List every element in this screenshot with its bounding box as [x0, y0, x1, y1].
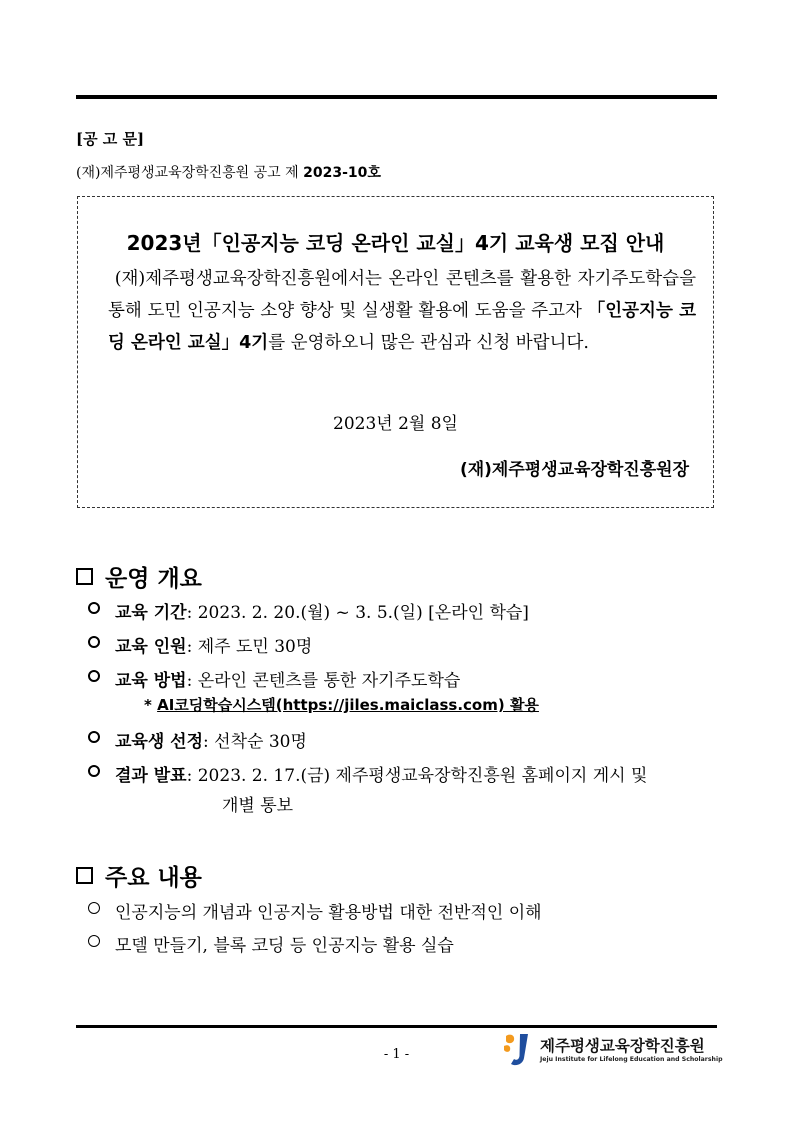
overview-item-selection — [88, 727, 307, 752]
announcement-date: 2023년 2월 8일 — [333, 414, 458, 434]
item-value: : 선착순 30명 — [203, 732, 307, 752]
method-sub-note — [144, 694, 539, 715]
announcement-body — [108, 263, 696, 359]
notice-number-line — [76, 162, 381, 182]
body-bold: 「인공지능 코딩 온라인 교실」4기 — [108, 301, 696, 353]
item-value: : 2023. 2. 17.(금) 제주평생교육장학진흥원 홈페이지 게시 및 — [186, 766, 648, 786]
section-heading-text: 주요 내용 — [105, 865, 202, 891]
overview-item-result — [88, 761, 647, 786]
result-continuation: 개별 통보 — [222, 796, 294, 816]
square-bullet-icon — [76, 867, 93, 884]
item-key: 교육 방법 — [115, 671, 187, 691]
logo-text — [540, 1037, 723, 1064]
circle-bullet-icon — [88, 935, 100, 947]
body-part1: (재)제주평생교육장학진흥원에서는 온라인 콘텐츠를 활용한 자기주도학습을 통해 도민 인공지능 소양 향상 및 실생활 활용에 도움을 주고자 — [108, 269, 696, 321]
logo-english: Jeju Institute for Lifelong Education and Scholarship — [540, 1055, 723, 1063]
bottom-rule — [76, 1025, 717, 1028]
section-heading-text: 운영 개요 — [105, 566, 202, 592]
item-key: 교육 인원 — [115, 637, 187, 657]
logo-korean: 제주평생교육장학진흥원 — [540, 1036, 705, 1055]
content-item-text: 인공지능의 개념과 인공지능 활용방법 대한 전반적인 이해 — [115, 903, 542, 923]
section-heading-overview — [76, 560, 202, 593]
announcement-title: 2023년「인공지능 코딩 온라인 교실」4기 교육생 모집 안내 — [126, 231, 665, 255]
announcement-box — [77, 196, 714, 508]
item-value: : 온라인 콘텐츠를 통한 자기주도학습 — [186, 671, 461, 691]
content-item — [88, 898, 542, 923]
overview-item-method — [88, 666, 460, 691]
institute-logo — [502, 1032, 723, 1068]
top-rule — [76, 95, 717, 99]
item-value: : 2023. 2. 20.(월) ~ 3. 5.(일) [온라인 학습] — [186, 603, 529, 623]
institute-logo-icon — [502, 1032, 534, 1068]
overview-item-capacity — [88, 632, 312, 657]
page-number: - 1 - — [383, 1047, 410, 1062]
circle-bullet-icon — [88, 731, 100, 743]
body-part2: 를 운영하오니 많은 관심과 신청 바랍니다. — [268, 333, 589, 353]
circle-bullet-icon — [88, 765, 100, 777]
square-bullet-icon — [76, 568, 93, 585]
circle-bullet-icon — [88, 670, 100, 682]
sub-bullet: * — [144, 696, 152, 714]
notice-number: 2023-10호 — [303, 165, 381, 181]
system-link[interactable]: AI코딩학습시스템(https://jiles.maiclass.com) 활용 — [157, 696, 539, 714]
item-key: 결과 발표 — [115, 766, 187, 786]
item-key: 교육 기간 — [115, 603, 187, 623]
circle-bullet-icon — [88, 636, 100, 648]
circle-bullet-icon — [88, 602, 100, 614]
content-item-text: 모델 만들기, 블록 코딩 등 인공지능 활용 실습 — [115, 936, 454, 956]
item-value: : 제주 도민 30명 — [186, 637, 313, 657]
content-item — [88, 931, 454, 956]
notice-label: [공 고 문] — [76, 130, 145, 148]
announcement-signature: (재)제주평생교육장학진흥원장 — [459, 460, 689, 480]
item-key: 교육생 선정 — [115, 732, 204, 752]
overview-item-period — [88, 598, 529, 623]
section-heading-contents — [76, 859, 202, 892]
notice-prefix: (재)제주평생교육장학진흥원 공고 제 — [76, 165, 304, 181]
circle-bullet-icon — [88, 902, 100, 914]
